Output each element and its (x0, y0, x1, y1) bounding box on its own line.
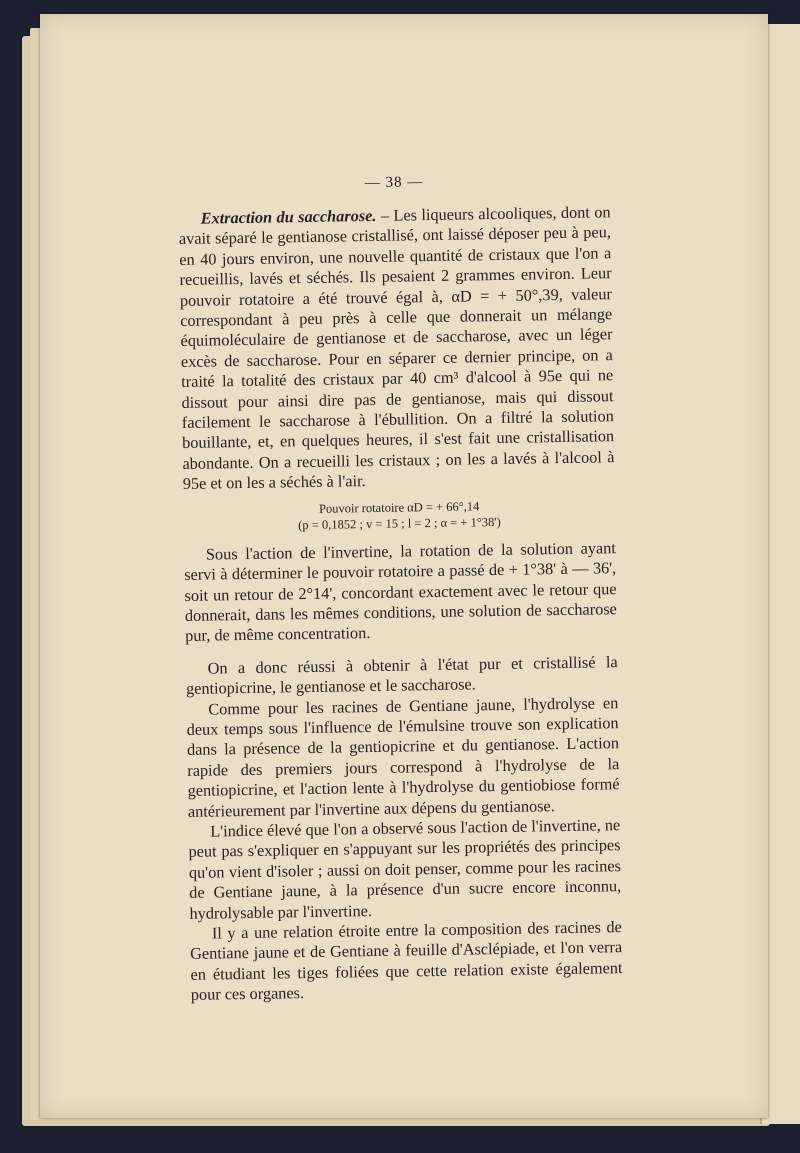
paragraph-extraction-text: – Les liqueurs alcooliques, dont on avait séparé le gentianose cristallisé, ont laissé déposer peu à peu, en 40 jours environ, une nouvelle quantité de cristaux que l'on a recueillis, lavés et séchés. Ils pesaient 2 grammes environ. Leur pouvoir rotatoire a été trouvé égal à, αD = + 50°,39, valeur correspondant à peu près à celle que donnerait un mélange équimoléculaire de gentianose et de saccharose, avec un léger excès de saccharose. Pour en séparer ce dernier principe, on a traité la totalité des cristaux par 40 cm³ d'alcool à 95e qui ne dissout pour ainsi dire pas de gentianose, mais qui dissout facilement le saccharose à l'ébullition. On a filtré la solution bouillante, et, en quelques heures, il s'est fait une cristallisation abondante. On a recueilli les cristaux ; on les a lavés à l'alcool à 95e et on les a séchés à l'air. (178, 202, 615, 494)
rotatory-power-formula (183, 496, 615, 535)
paragraph-indice: L'indice élevé que l'on a observé sous l'action de l'invertine, ne peut pas s'expliquer en s'appuyant sur les propriétés des principes qu'on vient d'isoler ; aussi on doit penser, comme pour les racines de Gentiane jaune, à la présence d'un sucre encore inconnu, hydrolysable par l'invertine. (188, 815, 622, 923)
paragraph-conclusion: On a donc réussi à obtenir à l'état pur et cristallisé la gentiopicrine, le gentianose et le saccharose. (185, 651, 618, 699)
paragraph-invertine: Sous l'action de l'invertine, la rotation de la solution ayant servi à déterminer le pouvoir rotatoire a passé de + 1°38' à — 36', soit un retour de 2°14', concordant exactement avec le retour que donnerait, dans les mêmes conditions, une solution de saccharose pur, de même concentration. (184, 537, 617, 646)
section-title: Extraction du saccharose. (200, 205, 377, 228)
formula-line-2: (p = 0,1852 ; v = 15 ; l = 2 ; α = + 1°38') (298, 514, 501, 532)
paragraph-relation: Il y a une relation étroite entre la composition des racines de Gentiane jaune et de Gentiane à feuille d'Asclépiade, et l'on verra en étudiant les tiges foliées que cette relation existe également pour ces organes. (190, 917, 623, 1005)
formula-line-1: Pouvoir rotatoire αD = + 66°,14 (318, 498, 480, 516)
page-content (178, 171, 623, 1005)
page-number: — 38 — (364, 174, 424, 192)
paragraph-extraction (178, 202, 614, 494)
paragraph-hydrolyse: Comme pour les racines de Gentiane jaune, l'hydrolyse en deux temps sous l'influence de l'émulsine trouve son explication dans la présence de la gentiopicrine et du gentianose. L'action rapide des premiers jours correspond à l'hydrolyse de la gentiopicrine, et l'action lente à l'hydrolyse du gentiobiose formé antérieurement par l'invertine aux dépens du gentianose. (186, 692, 620, 821)
